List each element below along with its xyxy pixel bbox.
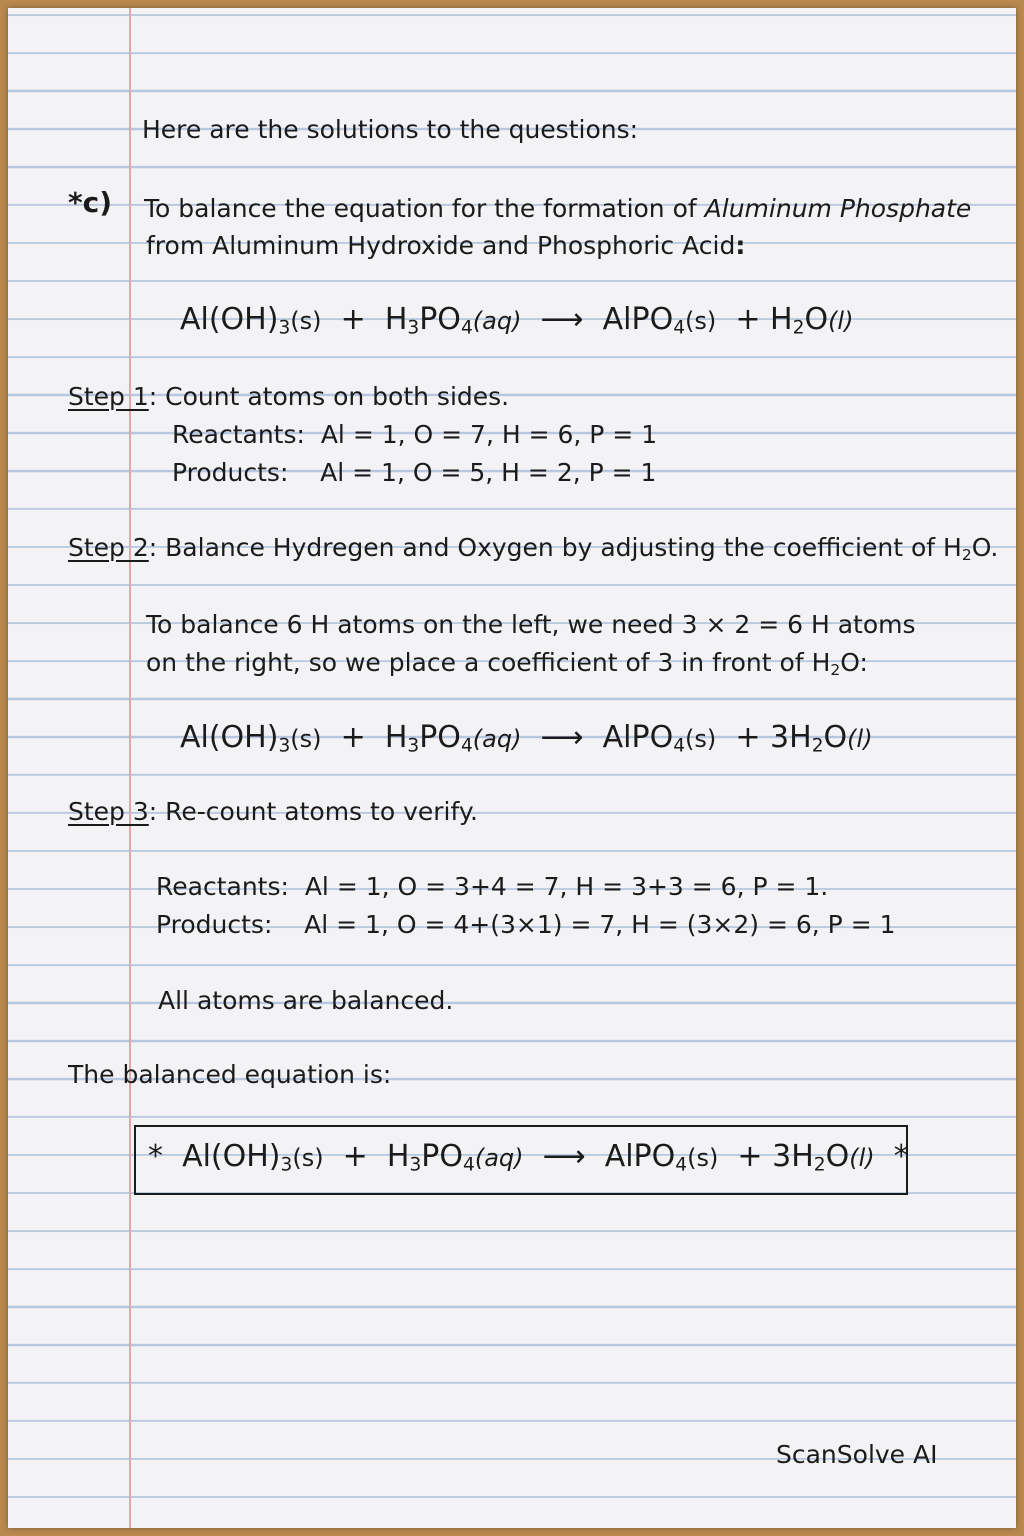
final-reactant-2-sub-1: 3 bbox=[409, 1154, 422, 1176]
step-3-heading bbox=[68, 797, 478, 827]
step-1-heading bbox=[68, 382, 509, 412]
margin-line bbox=[129, 8, 131, 1528]
final-plus: + bbox=[342, 1139, 368, 1174]
equation-unbalanced bbox=[180, 300, 853, 341]
step-3-products-label: Products: bbox=[156, 910, 273, 939]
step-2-subscript: 2 bbox=[961, 545, 972, 564]
eq1-reactant-2-sub-2: 4 bbox=[460, 317, 473, 339]
eq1-product-1-subscript: 4 bbox=[673, 317, 686, 339]
step-3-reactants-label: Reactants: bbox=[156, 872, 289, 901]
eq2-reactant-1-subscript: 3 bbox=[278, 735, 291, 757]
step-2-para-line-2 bbox=[146, 648, 868, 678]
step-1-products bbox=[172, 458, 656, 488]
prompt-line-1 bbox=[144, 194, 971, 224]
eq2-product-2-o: O bbox=[823, 720, 848, 755]
eq1-product-2-o: O bbox=[804, 302, 829, 337]
final-product-1: AlPO bbox=[604, 1139, 676, 1174]
final-product-1-state: (s) bbox=[687, 1144, 719, 1172]
eq1-plus: + bbox=[340, 302, 366, 337]
final-reactant-1: Al(OH) bbox=[182, 1139, 281, 1174]
final-reactant-2-sub-2: 4 bbox=[463, 1154, 475, 1176]
final-star-start: * bbox=[148, 1139, 163, 1174]
final-plus-2: + bbox=[737, 1139, 763, 1174]
eq2-reactant-2-h: H bbox=[384, 720, 408, 755]
intro-text: Here are the solutions to the questions: bbox=[142, 115, 639, 144]
eq2-reactant-2-sub-1: 3 bbox=[407, 735, 420, 757]
final-product-1-subscript: 4 bbox=[675, 1154, 688, 1176]
signature: ScanSolve AI bbox=[776, 1440, 938, 1469]
step-3-products bbox=[156, 910, 896, 940]
final-product-2-3h: 3H bbox=[772, 1139, 814, 1174]
step-3-reactants-values: Al = 1, O = 3+4 = 7, H = 3+3 = 6, P = 1. bbox=[304, 872, 829, 901]
eq2-product-1-subscript: 4 bbox=[673, 735, 686, 757]
final-arrow: ⟶ bbox=[542, 1139, 586, 1174]
final-intro: The balanced equation is: bbox=[68, 1060, 392, 1089]
eq1-product-2-state: (l) bbox=[828, 307, 854, 335]
step-3-balanced-note: All atoms are balanced. bbox=[158, 986, 454, 1015]
eq1-reactant-2-h: H bbox=[384, 302, 408, 337]
eq2-product-1: AlPO bbox=[602, 720, 674, 755]
step-2-text: : Balance Hydregen and Oxygen by adjusting the coefficient of H bbox=[148, 533, 962, 562]
eq1-reactant-2-state: (aq) bbox=[472, 307, 522, 335]
step-1-products-values: Al = 1, O = 5, H = 2, P = 1 bbox=[320, 458, 657, 487]
eq1-reactant-1-subscript: 3 bbox=[278, 317, 291, 339]
eq2-product-2-state: (l) bbox=[847, 725, 873, 753]
eq1-product-1-state: (s) bbox=[685, 307, 717, 335]
step-2-text-end: O. bbox=[971, 533, 999, 562]
step-2-label: Step 2 bbox=[68, 533, 149, 562]
step-3-reactants bbox=[156, 872, 828, 902]
eq2-reactant-1-state: (s) bbox=[290, 725, 322, 753]
step-2-heading bbox=[68, 533, 998, 563]
step-1-products-label: Products: bbox=[172, 458, 289, 487]
part-label: *c) bbox=[68, 186, 113, 219]
final-reactant-2-po: PO bbox=[421, 1139, 464, 1174]
eq2-reactant-1: Al(OH) bbox=[180, 720, 279, 755]
final-reactant-1-state: (s) bbox=[292, 1144, 324, 1172]
final-star-end: * bbox=[893, 1139, 909, 1174]
eq1-arrow: ⟶ bbox=[540, 302, 584, 337]
final-product-2-subscript: 2 bbox=[813, 1154, 826, 1176]
eq1-product-2-subscript: 2 bbox=[792, 317, 805, 339]
eq2-reactant-2-po: PO bbox=[419, 720, 461, 755]
step-2-para-subscript: 2 bbox=[830, 660, 841, 679]
step-3-label: Step 3 bbox=[68, 797, 149, 826]
final-equation bbox=[148, 1137, 909, 1178]
step-1-reactants bbox=[172, 420, 657, 450]
eq2-product-2-3h: 3H bbox=[770, 720, 812, 755]
eq2-plus: + bbox=[340, 720, 366, 755]
eq2-plus-2: + bbox=[735, 720, 761, 755]
eq2-arrow: ⟶ bbox=[540, 720, 584, 755]
eq1-plus-2: + bbox=[735, 302, 761, 337]
eq1-product-2-h: H bbox=[770, 302, 793, 337]
eq2-reactant-2-state: (aq) bbox=[472, 725, 522, 753]
prompt-line-2-text: from Aluminum Hydroxide and Phosphoric Acid bbox=[146, 231, 736, 260]
notebook-paper bbox=[8, 8, 1016, 1528]
step-2-para-line-2-end: O: bbox=[840, 648, 868, 677]
eq1-reactant-1-state: (s) bbox=[290, 307, 322, 335]
prompt-italic-term: Aluminum Phosphate bbox=[704, 194, 972, 223]
final-reactant-2-h: H bbox=[386, 1139, 410, 1174]
final-product-2-o: O bbox=[825, 1139, 850, 1174]
eq2-product-2-subscript: 2 bbox=[811, 735, 824, 757]
step-1-reactants-values: Al = 1, O = 7, H = 6, P = 1 bbox=[320, 420, 658, 449]
final-reactant-2-state: (aq) bbox=[474, 1144, 524, 1172]
prompt-line-2 bbox=[146, 231, 745, 261]
prompt-colon: : bbox=[735, 231, 746, 260]
prompt-line-1-text: To balance the equation for the formation of bbox=[144, 194, 705, 223]
eq1-reactant-2-po: PO bbox=[419, 302, 461, 337]
equation-balanced bbox=[180, 718, 873, 759]
step-2-para-line-2-text: on the right, so we place a coefficient of 3 in front of H bbox=[146, 648, 831, 677]
step-1-text: : Count atoms on both sides. bbox=[148, 382, 510, 411]
step-3-text: : Re-count atoms to verify. bbox=[148, 797, 479, 826]
step-3-products-values: Al = 1, O = 4+(3×1) = 7, H = (3×2) = 6, P = 1 bbox=[304, 910, 896, 939]
final-product-2-state: (l) bbox=[849, 1144, 875, 1172]
eq1-product-1: AlPO bbox=[602, 302, 674, 337]
step-1-reactants-label: Reactants: bbox=[172, 420, 305, 449]
eq2-reactant-2-sub-2: 4 bbox=[460, 735, 473, 757]
eq1-reactant-1: Al(OH) bbox=[180, 302, 279, 337]
final-reactant-1-subscript: 3 bbox=[280, 1154, 293, 1176]
eq2-product-1-state: (s) bbox=[685, 725, 717, 753]
eq1-reactant-2-sub-1: 3 bbox=[407, 317, 420, 339]
step-1-label: Step 1 bbox=[68, 382, 149, 411]
step-2-para-line-1: To balance 6 H atoms on the left, we need 3 × 2 = 6 H atoms bbox=[146, 610, 916, 639]
